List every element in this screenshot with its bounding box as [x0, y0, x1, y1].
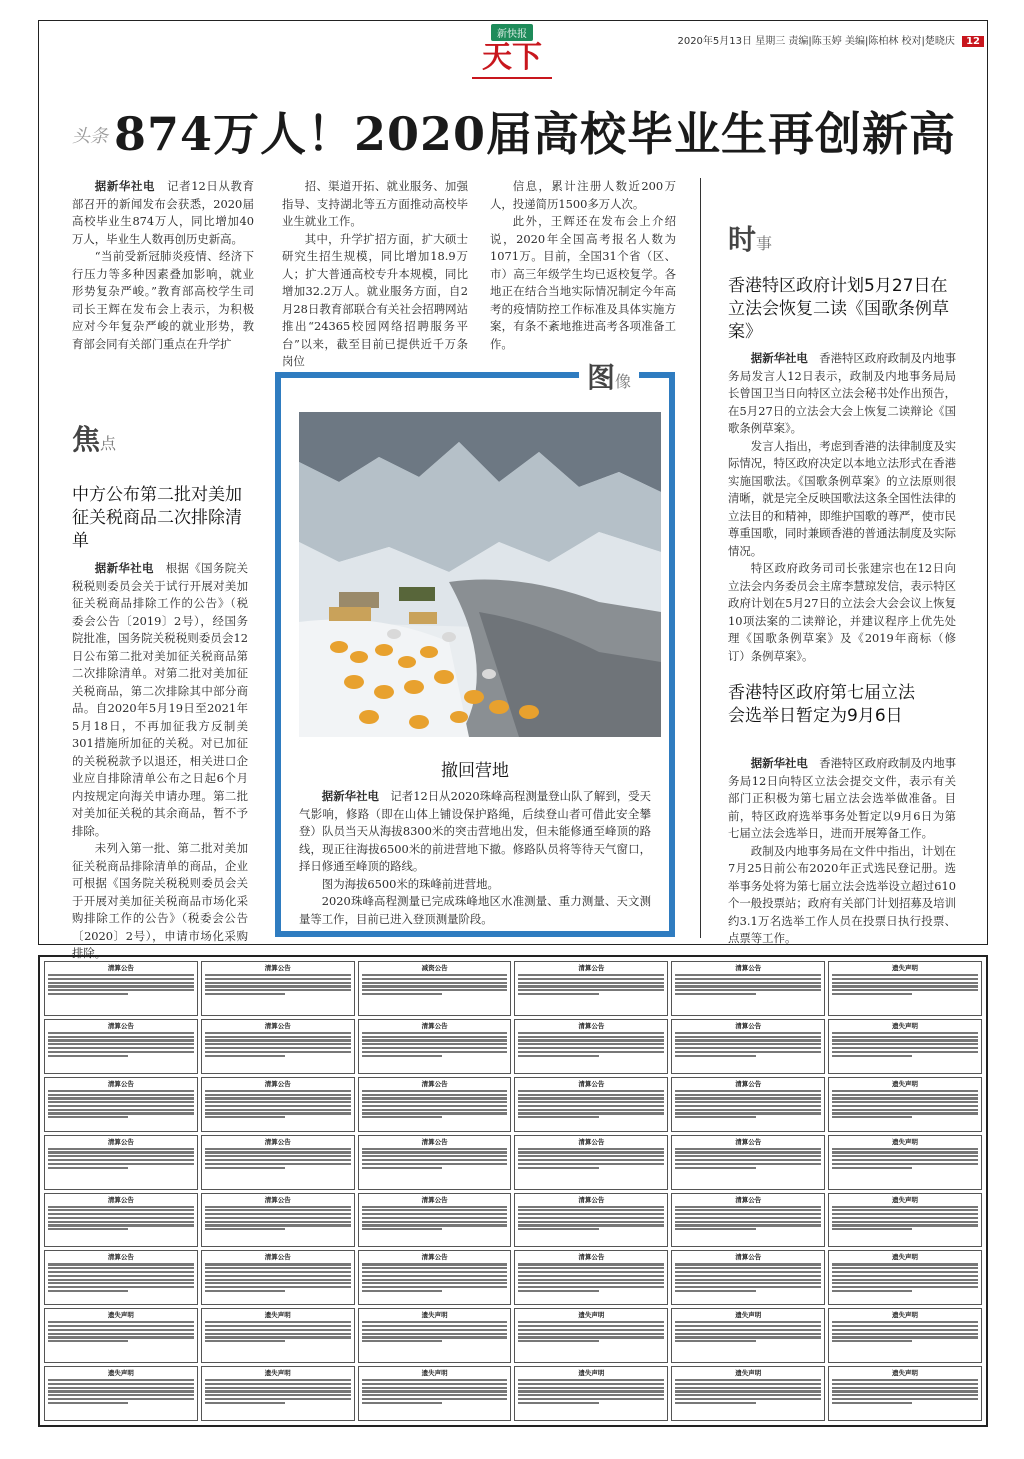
ad-notice-title: 遗失声明	[578, 1369, 605, 1378]
newspaper-tag: 新快报	[491, 24, 533, 41]
ad-notice	[671, 961, 825, 1016]
ad-notice-title: 清算公告	[735, 1137, 762, 1146]
photo-section-label	[579, 356, 639, 396]
column-divider	[700, 178, 701, 938]
ad-notice-title: 清算公告	[421, 1253, 448, 1262]
issue-weekday: 星期三	[755, 36, 786, 47]
article-paragraph	[299, 788, 651, 876]
current-section-small: 事	[756, 234, 773, 253]
ad-notice-title: 清算公告	[578, 1021, 605, 1030]
ad-notice-title: 遗失声明	[892, 1079, 919, 1088]
ad-notice-title: 遗失声明	[578, 1311, 605, 1320]
article-paragraph	[299, 893, 651, 928]
paragraph-text: 香港特区政府政制及内地事务局发言人12日表示，政制及内地事务局局长曾国卫当日向特区立法会秘书处作出预告，在5月27日的立法会大会上恢复二读辩论《国歌条例草案》。	[728, 351, 956, 435]
paragraph-text: 此外，王辉还在发布会上介绍说，2020年全国高考报名人数为1071万。目前，全国31个省（区、市）高三年级学生均已返校复学。各地正在结合当地实际情况制定今年高考的疫情防控工作标准及具体实施方案，有条不紊地推进高考各项准备工作。	[490, 214, 676, 351]
ad-notice-title: 遗失声明	[892, 964, 919, 972]
ad-notice	[671, 1250, 825, 1305]
lead-kicker: 头条	[72, 126, 108, 147]
article-paragraph	[728, 755, 956, 843]
ad-notice-title: 清算公告	[735, 1253, 762, 1262]
ad-notice-title: 清算公告	[735, 1021, 762, 1030]
section-name: 天下	[472, 41, 552, 79]
ad-notice-title: 遗失声明	[892, 1311, 919, 1320]
lead-headline-block	[72, 98, 957, 164]
paragraph-text: 记者12日从2020珠峰高程测量登山队了解到，受天气影响，修路（即在山体上铺设保护路绳，后续登山者可借此安全攀登）队员当天从海拔8300米的突击营地出发，但未能修通至峰顶的路线，现正往海拔6500米的前进营地下撤。修路队员将等待天气窗口，择日修通至峰顶的路线。	[299, 789, 651, 873]
ad-notice-title: 遗失声明	[421, 1369, 448, 1378]
ad-notice-title: 遗失声明	[264, 1369, 291, 1378]
ad-notice	[671, 1135, 825, 1190]
ad-notice	[44, 1250, 198, 1305]
ad-notice	[514, 1308, 668, 1363]
paragraph-text: 未列入第一批、第二批对美加征关税商品排除清单的商品，企业可根据《国务院关税税则委员会关于开展对美加征关税商品市场化采购排除工作的公告》（税委会公告〔2020〕2号），申请市场化采购排除。	[72, 841, 248, 960]
ad-notice	[514, 961, 668, 1016]
ad-notice	[828, 1308, 982, 1363]
ad-notice	[671, 1077, 825, 1132]
ad-notice	[201, 1019, 355, 1074]
ad-notice	[358, 1250, 512, 1305]
ad-notice-title: 清算公告	[421, 1195, 448, 1204]
ad-column	[201, 961, 355, 1421]
ad-notice	[671, 1366, 825, 1421]
ad-column	[44, 961, 198, 1421]
lead-headline: 874万人！2020届高校毕业生再创新高	[114, 107, 957, 161]
article-paragraph	[282, 231, 468, 371]
designer-credit: 美编|陈柏林	[844, 36, 899, 47]
ad-notice	[201, 961, 355, 1016]
ad-notice-title: 清算公告	[107, 1253, 134, 1262]
ad-notice	[828, 961, 982, 1016]
paragraph-text: 香港特区政府政制及内地事务局12日向特区立法会提交文件，表示有关部门正积极为第七届立法会选举做准备。目前，特区政府选举事务处暂定以9月6日为第七届立法会选举日，进而开展筹备工作。	[728, 756, 956, 840]
ad-notice-title: 清算公告	[421, 1137, 448, 1146]
ad-notice-title: 清算公告	[578, 1195, 605, 1204]
ad-notice	[671, 1193, 825, 1248]
ad-notice-title: 清算公告	[264, 964, 291, 972]
paragraph-text: 2020珠峰高程测量已完成珠峰地区水准测量、重力测量、天文测量等工作，目前已进入登顶测量阶段。	[299, 894, 651, 926]
article-paragraph	[490, 178, 676, 213]
ad-notice-title: 遗失声明	[107, 1311, 134, 1320]
focus-section-small: 点	[100, 434, 117, 453]
photo-section-char: 图	[586, 361, 615, 394]
ad-notice	[44, 1077, 198, 1132]
ad-notice	[201, 1135, 355, 1190]
ad-column	[358, 961, 512, 1421]
ad-notice	[671, 1308, 825, 1363]
ad-notice-title: 清算公告	[264, 1021, 291, 1030]
article-paragraph	[282, 178, 468, 231]
ad-notice-title: 遗失声明	[107, 1369, 134, 1378]
ad-notice-title: 清算公告	[735, 964, 762, 972]
dateline: 据新华社电	[94, 561, 166, 575]
ad-notice-title: 减资公告	[421, 964, 448, 972]
page-number: 12	[962, 36, 984, 47]
ad-notice	[828, 1077, 982, 1132]
ad-notice	[828, 1019, 982, 1074]
ad-notice-title: 清算公告	[421, 1079, 448, 1088]
ad-notice-title: 清算公告	[578, 964, 605, 972]
page-meta	[677, 32, 984, 47]
paragraph-text: 信息，累计注册人数近200万人，投递简历1500多万人次。	[490, 179, 676, 211]
proofreader-credit: 校对|楚晓庆	[901, 36, 955, 47]
paragraph-text: 招、渠道开拓、就业服务、加强指导、支持湖北等五方面推动高校毕业生就业工作。	[282, 179, 468, 228]
ad-notice	[828, 1366, 982, 1421]
editor-credit: 责编|陈玉婷	[788, 36, 842, 47]
focus-body	[72, 560, 248, 963]
paragraph-text: 根据《国务院关税税则委员会关于试行开展对美加征关税商品排除工作的公告》（税委会公告〔2019〕2号），经国务院批准，国务院关税税则委员会12日公布第二批对美加征关税商品第二次排除清单。对第二批对美加征关税商品，第二次排除其中部分商品。自2020年5月19日至2021年5月18日，不再加征我方反制美301措施所加征的关税。对已加征的关税税款予以退还，相关进口企业应自排除清单公布之日起6个月内按规定向海关申请办理。第二批对美加征关税的其余商品，暂不予排除。	[72, 561, 248, 838]
article-paragraph	[728, 560, 956, 665]
paragraph-text: 政制及内地事务局在文件中指出，计划在7月25日前公布2020年正式选民登记册。选举事务处将为第七届立法会选举设立超过610个一般投票站；政府有关部门计划招募及培训约3.1万名选举工作人员在投票日执行投票、点票等工作。	[728, 843, 956, 945]
photo-box	[275, 361, 675, 937]
article-paragraph	[72, 248, 254, 353]
photo-caption-body	[299, 788, 651, 928]
article-paragraph	[299, 876, 651, 894]
ad-notice-title: 清算公告	[107, 1137, 134, 1146]
ad-notice	[514, 1366, 668, 1421]
article-paragraph	[490, 213, 676, 353]
ad-notice	[44, 1308, 198, 1363]
paragraph-text: 发言人指出，考虑到香港的法律制度及实际情况，特区政府决定以本地立法形式在香港实施国歌法。《国歌条例草案》的立法原则很清晰，就是完全反映国歌法这条全国性法律的立法目的和精神，即维护国歌的尊严，使市民尊重国歌，同时兼顾香港的普通法制度及实际情况。	[728, 438, 956, 558]
current-headline-2: 香港特区政府第七届立法会选举日暂定为9月6日	[728, 683, 915, 726]
article-paragraph	[728, 350, 956, 438]
ad-notice	[201, 1250, 355, 1305]
dateline: 据新华社电	[321, 789, 391, 803]
ad-notice	[358, 1019, 512, 1074]
ad-column	[671, 961, 825, 1421]
focus-headline: 中方公布第二批对美加征关税商品二次排除清单	[72, 485, 242, 551]
article-paragraph	[72, 840, 248, 963]
ad-notice	[201, 1308, 355, 1363]
paragraph-text: “当前受新冠肺炎疫情、经济下行压力等多种因素叠加影响，就业形势复杂严峻。”教育部高校学生司司长王辉在发布会上表示，为积极应对今年复杂严峻的就业形势，教育部会同有关部门重点在升学扩	[72, 249, 254, 351]
article-paragraph	[72, 178, 254, 248]
ad-notice-title: 清算公告	[578, 1079, 605, 1088]
ad-notice-title: 遗失声明	[892, 1369, 919, 1378]
photo-caption-title: 撤回营地	[441, 761, 509, 781]
article-paragraph	[72, 560, 248, 840]
paragraph-text: 特区政府政务司司长张建宗也在12日向立法会内务委员会主席李慧琼发信，表示特区政府计划在5月27日的立法会大会会议上恢复10项法案的二读辩论，并建议程序上优先处理《国歌条例草案》及《2019年商标（修订）条例草案》。	[728, 561, 956, 663]
ad-notice-title: 清算公告	[264, 1137, 291, 1146]
ad-notice	[44, 1135, 198, 1190]
ad-notice-title: 清算公告	[107, 964, 134, 972]
photo-illustration	[299, 412, 661, 737]
photo-section-small: 像	[614, 372, 631, 391]
ad-notice-title: 清算公告	[578, 1137, 605, 1146]
current-headline-1: 香港特区政府计划5月27日在立法会恢复二读《国歌条例草案》	[728, 276, 949, 342]
focus-section-label	[72, 418, 116, 458]
classified-ads	[38, 955, 988, 1427]
ad-notice-title: 清算公告	[264, 1253, 291, 1262]
ad-notice-title: 清算公告	[735, 1079, 762, 1088]
ad-notice	[358, 1308, 512, 1363]
ad-notice-title: 遗失声明	[892, 1253, 919, 1262]
ad-notice	[514, 1019, 668, 1074]
ad-notice	[828, 1250, 982, 1305]
current-section-label	[728, 218, 772, 258]
ad-notice	[514, 1135, 668, 1190]
paragraph-text: 其中，升学扩招方面，扩大硕士研究生招生规模，同比增加18.9万人；扩大普通高校专升本规模，同比增加32.2万人。就业服务方面，自2月28日教育部联合有关社会招聘网站推出“24365校园网络招聘服务平台”以来，截至目前已提供近千万条岗位	[282, 231, 468, 368]
ad-notice-title: 清算公告	[107, 1021, 134, 1030]
ad-notice-title: 遗失声明	[264, 1311, 291, 1320]
ad-notice	[44, 1193, 198, 1248]
ad-notice-title: 清算公告	[421, 1021, 448, 1030]
ad-notice	[201, 1193, 355, 1248]
ad-notice	[671, 1019, 825, 1074]
ad-notice-title: 清算公告	[578, 1253, 605, 1262]
ad-notice	[358, 1193, 512, 1248]
ad-notice	[514, 1250, 668, 1305]
ad-column	[828, 961, 982, 1421]
ad-notice-title: 遗失声明	[735, 1311, 762, 1320]
ad-notice	[44, 1366, 198, 1421]
article-paragraph	[728, 843, 956, 948]
ad-notice	[514, 1077, 668, 1132]
ad-notice-title: 清算公告	[107, 1195, 134, 1204]
ad-notice	[44, 1019, 198, 1074]
dateline: 据新华社电	[94, 179, 168, 193]
ad-notice	[358, 1366, 512, 1421]
lead-column-2	[282, 178, 468, 371]
ad-notice-title: 遗失声明	[735, 1369, 762, 1378]
ad-notice-title: 清算公告	[735, 1195, 762, 1204]
ad-notice-title: 遗失声明	[892, 1137, 919, 1146]
ad-notice	[514, 1193, 668, 1248]
issue-date: 2020年5月13日	[677, 36, 753, 47]
ad-notice	[201, 1366, 355, 1421]
ad-column	[514, 961, 668, 1421]
ad-notice	[201, 1077, 355, 1132]
ad-notice-title: 遗失声明	[892, 1021, 919, 1030]
article-paragraph	[728, 438, 956, 561]
ad-notice	[828, 1193, 982, 1248]
everest-camp-photo	[299, 412, 661, 737]
current-body-1	[728, 350, 956, 665]
current-section-char: 时	[728, 223, 757, 256]
dateline: 据新华社电	[750, 351, 820, 365]
current-body-2	[728, 755, 956, 948]
paragraph-text: 记者12日从教育部召开的新闻发布会获悉，2020届高校毕业生874万人，同比增加40万人，毕业生人数再创历史新高。	[72, 179, 254, 246]
ad-notice	[44, 961, 198, 1016]
ad-notice	[358, 1135, 512, 1190]
dateline: 据新华社电	[750, 756, 820, 770]
ad-notice-title: 清算公告	[107, 1079, 134, 1088]
paragraph-text: 图为海拔6500米的珠峰前进营地。	[321, 876, 499, 891]
lead-column-1	[72, 178, 254, 353]
ad-notice-title: 遗失声明	[421, 1311, 448, 1320]
ad-notice-title: 清算公告	[264, 1195, 291, 1204]
focus-section-char: 焦	[72, 423, 101, 456]
ad-notice	[358, 961, 512, 1016]
lead-column-3	[490, 178, 676, 353]
ad-notice	[828, 1135, 982, 1190]
section-brand	[472, 22, 552, 79]
ad-notice	[358, 1077, 512, 1132]
ad-notice-title: 遗失声明	[892, 1195, 919, 1204]
ad-notice-title: 清算公告	[264, 1079, 291, 1088]
